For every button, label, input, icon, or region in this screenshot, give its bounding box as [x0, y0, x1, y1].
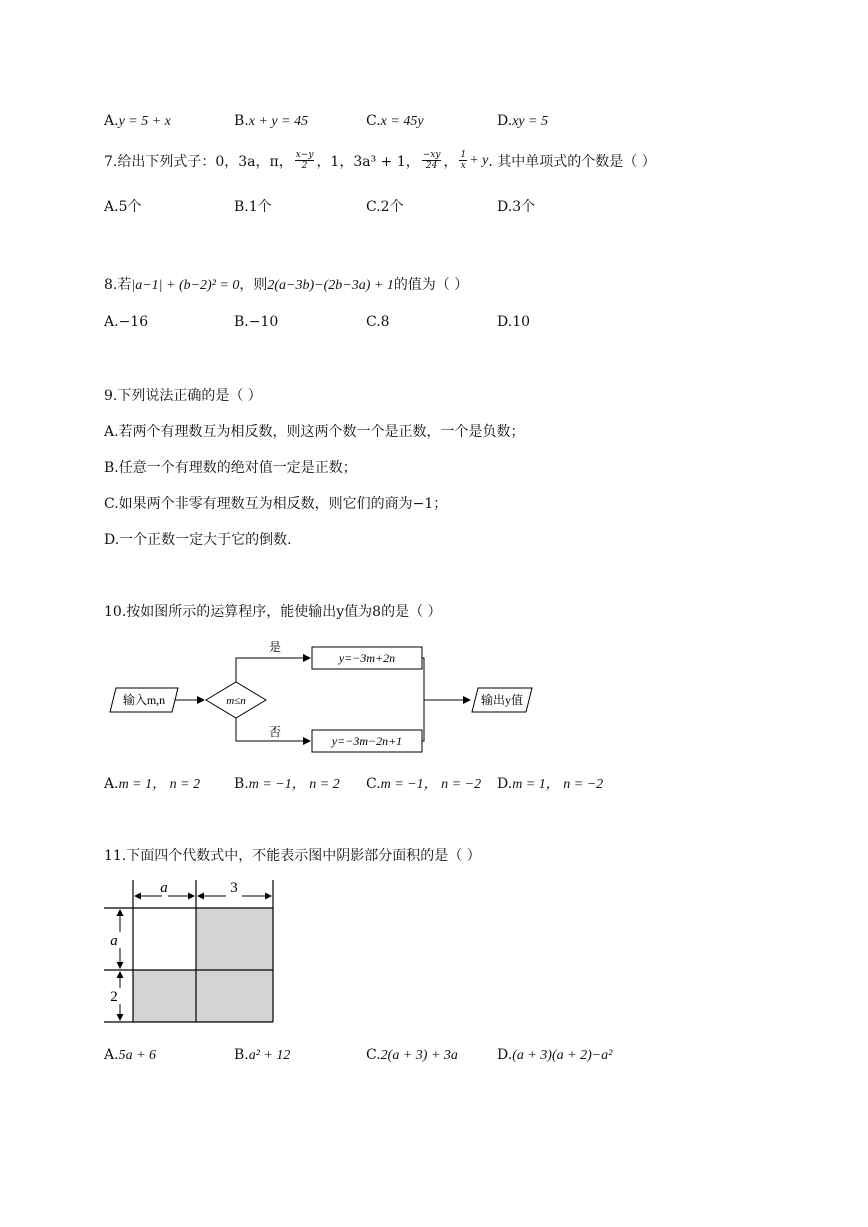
q9-option-c: C.如果两个非零有理数互为相反数，则它们的商为−1； [104, 496, 448, 512]
q6-option-b: B.x + y = 45 [234, 113, 309, 129]
shade-bottom-left [133, 970, 196, 1022]
flow-yes-formula: y=−3m+2n [338, 651, 396, 665]
q7-stem: 7.给出下列式子：0，3a，π， x−y 2 ，1，3a³ + 1， −xy 24 ， 1 x + y . 其中单项式的个数是（ ） [104, 150, 656, 171]
fig-top-left-label: a [160, 880, 168, 896]
q11-option-a: A.5a + 6 [104, 1047, 157, 1063]
q9-stem: 9.下列说法正确的是（ ） [104, 388, 262, 404]
q10-flowchart [100, 634, 540, 754]
q9-option-d: D.一个正数一定大于它的倒数. [104, 532, 292, 548]
flow-output-label: 输出y值 [480, 693, 524, 707]
q7-option-b: B.1个 [234, 199, 272, 215]
q11-option-c: C.2(a + 3) + 3a [366, 1047, 458, 1063]
q7-option-d: D.3个 [497, 199, 536, 215]
q7-frac1: x−y 2 [295, 150, 314, 171]
fig-top-right-label: 3 [230, 880, 238, 896]
flow-yes-label: 是 [268, 640, 282, 654]
q8-option-b: B.−10 [234, 314, 279, 330]
q10-option-d: D.m = 1， n = −2 [497, 776, 604, 792]
q9-option-a: A.若两个有理数互为相反数，则这两个数一个是正数，一个是负数； [104, 424, 525, 440]
q6-option-c: C.x = 45y [366, 113, 424, 129]
flow-no-label: 否 [268, 725, 282, 739]
q8-option-a: A.−16 [104, 314, 149, 330]
q10-option-c: C.m = −1， n = −2 [366, 776, 482, 792]
q11-option-d: D.(a + 3)(a + 2)−a² [497, 1047, 613, 1063]
flow-input-label: 输入m,n [122, 693, 166, 707]
q8-option-c: C.8 [366, 314, 390, 330]
q11-figure [100, 876, 285, 1028]
q7-option-c: C.2个 [366, 199, 404, 215]
q7-frac3: 1 x [460, 150, 467, 171]
q9-option-b: B.任意一个有理数的绝对值一定是正数； [104, 460, 357, 476]
flow-merge-line [422, 658, 424, 741]
q10-option-b: B.m = −1， n = 2 [234, 776, 340, 792]
q6-option-d: D.xy = 5 [497, 113, 549, 129]
q11-option-b: B.a² + 12 [234, 1047, 291, 1063]
fig-left-bottom-label: 2 [110, 989, 118, 1005]
q7-frac2: −xy 24 [422, 150, 441, 171]
shade-bottom-right [196, 970, 273, 1022]
flow-arrow-yes [236, 658, 310, 682]
q7-option-a: A.5个 [104, 199, 142, 215]
q8-stem: 8.若|a−1| + (b−2)² = 0，则2(a−3b)−(2b−3a) + 1的值为（ ） [104, 277, 469, 293]
q6-option-a: A.y = 5 + x [104, 113, 171, 129]
flow-no-formula: y=−3m−2n+1 [331, 734, 403, 748]
q10-stem: 10.按如图所示的运算程序，能使输出y值为8的是（ ） [104, 604, 442, 620]
q8-option-d: D.10 [497, 314, 531, 330]
flow-condition-label: m≤n [226, 695, 246, 707]
shade-top-right [196, 908, 273, 970]
q11-stem: 11.下面四个代数式中，不能表示图中阴影部分面积的是（ ） [104, 848, 481, 864]
q10-option-a: A.m = 1， n = 2 [104, 776, 201, 792]
fig-left-top-label: a [110, 933, 118, 949]
